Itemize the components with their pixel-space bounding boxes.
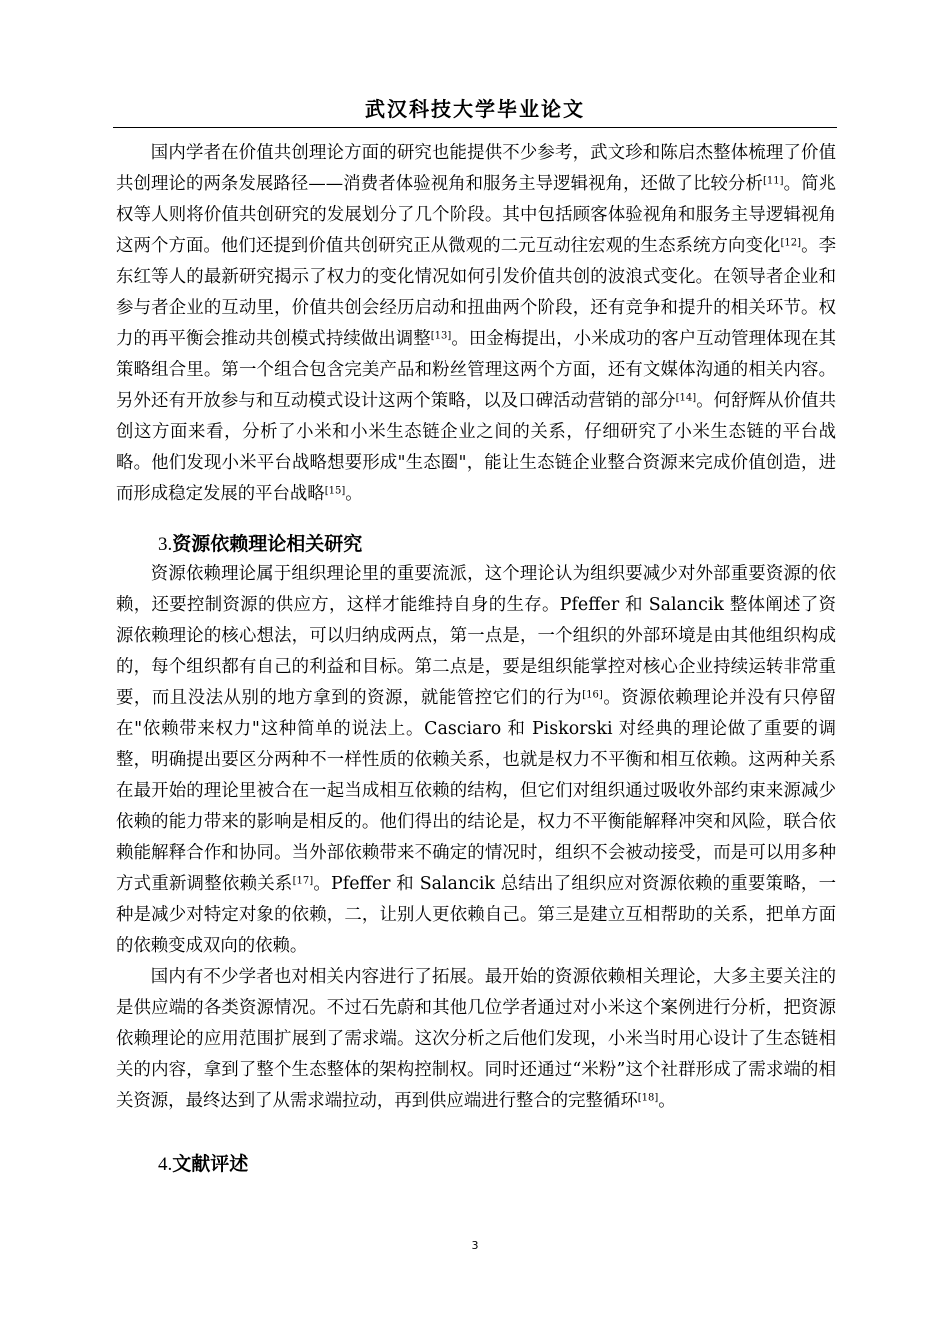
citation: [12] — [780, 237, 802, 249]
paragraph-text: 。简兆权等人则将价值共创研究的发展划分了几个阶段。其中包括顾客体验视角和服务主导逻辑视角这两个方面。他们还提到价值共创研究正从微观的二元互动往宏观的生态系统方向变化 — [116, 174, 836, 256]
paragraph-text: 。田金梅提出，小米成功的客户互动管理体现在其策略组合里。第一个组合包含完美产品和粉丝管理这两个方面，还有文媒体沟通的相关内容。另外还有开放参与和互动模式设计这两个策略，以及口碑活动营销的部分 — [116, 329, 836, 411]
citation: [13] — [430, 330, 452, 342]
section-title: 文献评述 — [172, 1153, 249, 1175]
citation: [14] — [675, 392, 697, 404]
section-title: 资源依赖理论相关研究 — [172, 533, 363, 555]
paragraph-text: 国内有不少学者也对相关内容进行了拓展。最开始的资源依赖相关理论，大多主要关注的是供应端的各类资源情况。不过石先蔚和其他几位学者通过对小米这个案例进行分析，把资源依赖理论的应用范围扩展到了需求端。这次分析之后他们发现，小米当时用心设计了生态链相关的内容，拿到了整个生态整体的架构控制权。同时还通过“米粉”这个社群形成了需求端的相关资源，最终达到了从需求端拉动，再到供应端进行整合的完整循环 — [116, 967, 836, 1111]
paragraph-text: 。何舒辉从价值共创这方面来看，分析了小米和小米生态链企业之间的关系，仔细研究了小米生态链的平台战略。他们发现小米平台战略想要形成"生态圈"，能让生态链企业整合资源来完成价值创造，进而形成稳定发展的平台战略 — [116, 391, 836, 504]
paragraph-resource-dependence-theory — [116, 559, 836, 962]
paragraph-text: 。资源依赖理论并没有只停留在"依赖带来权力"这种简单的说法上。Casciaro 和 Piskorski 对经典的理论做了重要的调整，明确提出要区分两种不一样性质的依赖关系，也就是权力不平衡和相互依赖。这两种关系在最开始的理论里被合在一起当成相互依赖的结构，但它们对组织通过吸收外部约束来源减少依赖的能力带来的影响是相反的。他们得出的结论是，权力不平衡能解释冲突和风险，联合依赖能解释合作和协同。当外部依赖带来不确定的情况时，组织不会被动接受，而是可以用多种方式重新调整依赖关系 — [116, 688, 836, 894]
paragraph-text: 。Pfeffer 和 Salancik 总结出了组织应对资源依赖的重要策略，一种是减少对特定对象的依赖，二，让别人更依赖自己。第三是建立互相帮助的关系，把单方面的依赖变成双向的依赖。 — [116, 874, 836, 956]
paragraph-text: 国内学者在价值共创理论方面的研究也能提供不少参考，武文珍和陈启杰整体梳理了价值共创理论的两条发展路径——消费者体验视角和服务主导逻辑视角，还做了比较分析 — [116, 143, 836, 194]
citation: [11] — [762, 175, 784, 187]
paragraph-text: 资源依赖理论属于组织理论里的重要流派，这个理论认为组织要减少对外部重要资源的依赖，还要控制资源的供应方，这样才能维持自身的生存。Pfeffer 和 Salancik 整体阐述了资源依赖理论的核心想法，可以归纳成两点，第一点是，一个组织的外部环境是由其他组织构成的，每个组织都有自己的利益和目标。第二点是，要是组织能掌控对核心企业持续运转非常重要，而且没法从别的地方拿到的资源，就能管控它们的行为 — [116, 564, 836, 708]
section-number: 4. — [158, 1154, 173, 1175]
citation: [17] — [292, 875, 314, 887]
section-heading-literature-review — [116, 1117, 836, 1179]
citation: [16] — [582, 689, 603, 701]
paragraph-text: 。 — [345, 484, 363, 504]
paragraph-value-co-creation-domestic — [116, 138, 836, 510]
page-number: 3 — [471, 1239, 479, 1252]
paragraph-domestic-extension — [116, 962, 836, 1117]
page-body — [116, 138, 836, 1179]
paragraph-text: 。 — [658, 1091, 676, 1111]
section-number: 3. — [158, 534, 173, 555]
citation: [15] — [324, 485, 346, 497]
header-divider — [113, 127, 837, 128]
citation: [18] — [637, 1092, 659, 1104]
section-heading-resource-dependence — [116, 510, 836, 559]
paragraph-text: 。李东红等人的最新研究揭示了权力的变化情况如何引发价值共创的波浪式变化。在领导者企业和参与者企业的互动里，价值共创会经历启动和扭曲两个阶段，还有竞争和提升的相关环节。权力的再平衡会推动共创模式持续做出调整 — [116, 236, 836, 349]
page-header-title: 武汉科技大学毕业论文 — [365, 97, 585, 121]
